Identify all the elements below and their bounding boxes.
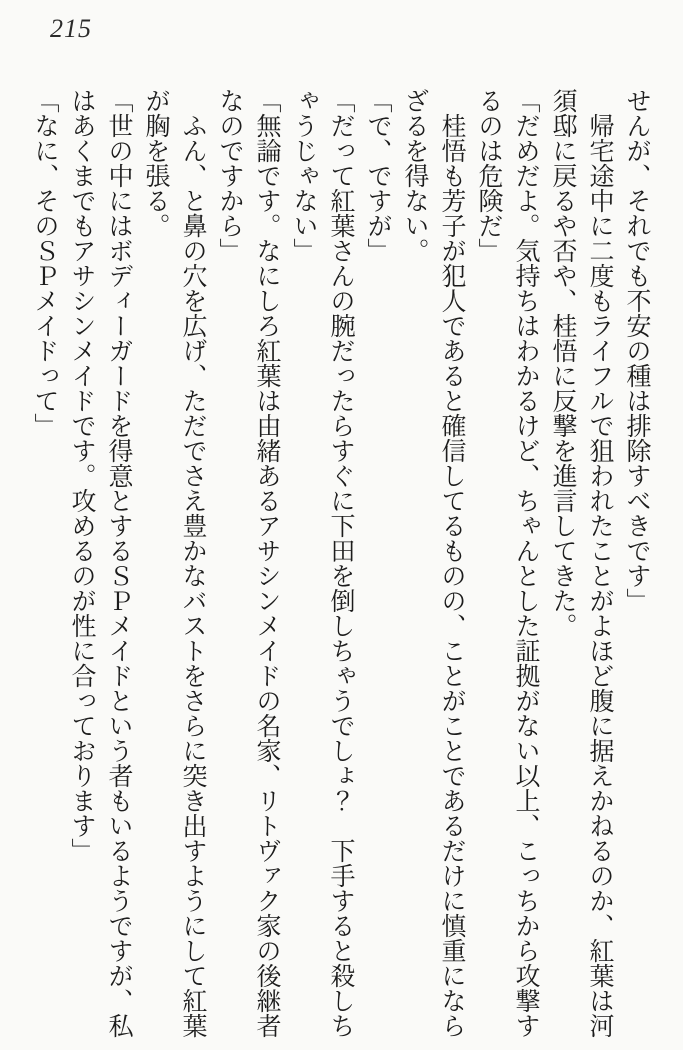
text-line: 「世の中にはボディーガードを得意とするＳＰメイドという者もいるようですが、私 [105, 88, 132, 1038]
text-line: 「無論です。なにしろ紅葉は由緒あるアサシンメイドの名家、リトヴァク家の後継者 [253, 88, 280, 1038]
text-line: るのは危険だ」 [475, 88, 502, 263]
text-line: せんが、それでも不安の種は排除すべきです」 [623, 88, 650, 613]
text-line: 須邸に戻るや否や、桂悟に反撃を進言してきた。 [549, 88, 576, 638]
text-line: ふん、と鼻の穴を広げ、ただでさえ豊かなバストをさらに突き出すようにして紅葉 [179, 88, 206, 1038]
body-text [26, 88, 655, 1040]
text-line: ざるを得ない。 [401, 88, 428, 263]
text-line: 「だめだよ。気持ちはわかるけど、ちゃんとした証拠がない以上、こっちから攻撃す [512, 88, 539, 1038]
text-line: はあくまでもアサシンメイドです。攻めるのが性に合っております」 [68, 88, 95, 863]
page-number: 215 [50, 14, 92, 43]
text-line: 帰宅途中に二度もライフルで狙われたことがよほど腹に据えかねるのか、紅葉は河 [586, 88, 613, 1038]
text-line: なのですから」 [216, 88, 243, 263]
text-line: ゃうじゃない」 [290, 88, 317, 263]
text-line: 桂悟も芳子が犯人であると確信してるものの、ことがことであるだけに慎重になら [438, 88, 465, 1038]
text-line: が胸を張る。 [142, 88, 169, 238]
text-line: 「なに、そのＳＰメイドって」 [31, 88, 58, 438]
text-line: 「で、ですが」 [364, 88, 391, 263]
text-line: 「だって紅葉さんの腕だったらすぐに下田を倒しちゃうでしょ？ 下手すると殺しち [327, 88, 354, 1038]
